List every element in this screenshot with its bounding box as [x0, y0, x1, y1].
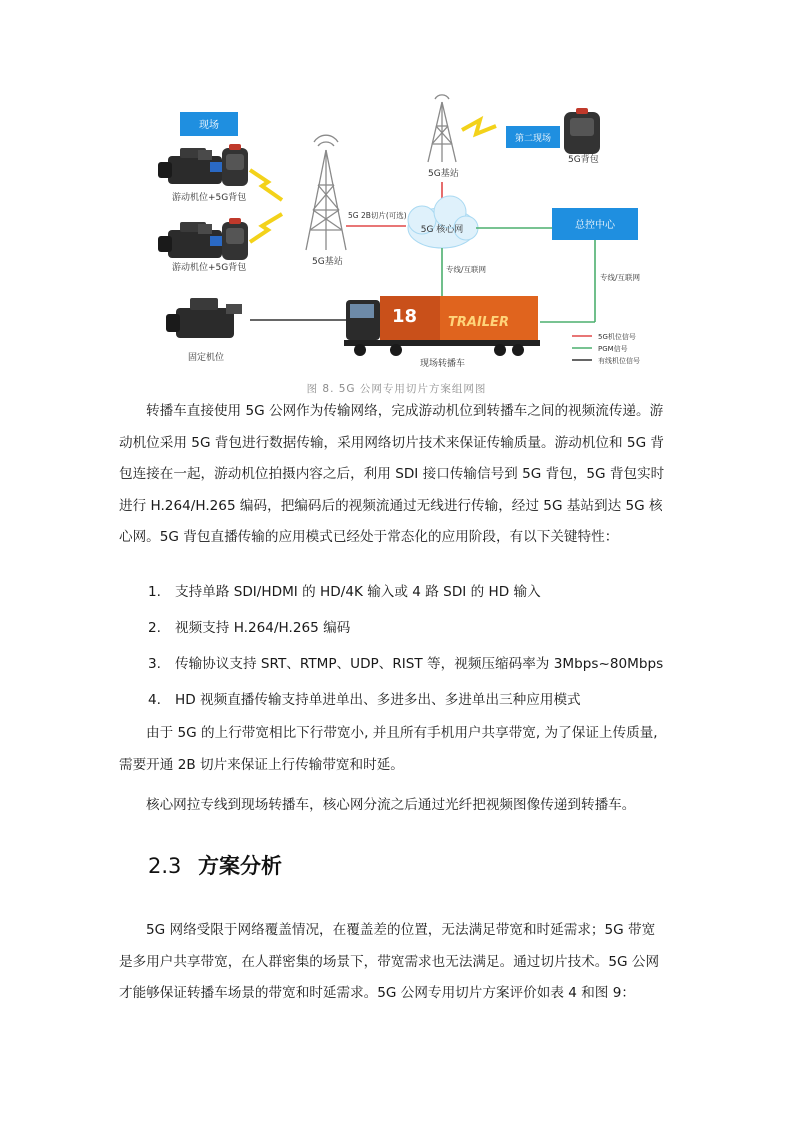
text-line: 动机位采用 5G 背包进行数据传输，采用网络切片技术来保证传输质量。游动机位和 5G 背 — [119, 434, 665, 451]
diagram-svg — [150, 90, 660, 380]
broadcast-truck-icon — [344, 296, 540, 356]
section-heading — [148, 850, 282, 880]
figure-caption: 图 8. 5G 公网专用切片方案组网图 — [306, 383, 487, 395]
list-text: 支持单路 SDI/HDMI 的 HD/4K 输入或 4 路 SDI 的 HD 输入 — [175, 584, 541, 600]
text-line: 由于 5G 的上行带宽相比下行带宽小, 并且所有手机用户共享带宽, 为了保证上传质量, — [146, 725, 658, 741]
lightning-1-icon — [250, 170, 282, 200]
legend — [572, 332, 640, 365]
text-line: 包连接在一起，游动机位拍摄内容之后，利用 SDI 接口传输信号到 5G 背包，5G 背包实时 — [119, 466, 665, 482]
backpack-1-icon — [222, 144, 248, 186]
text-line: 转播车直接使用 5G 公网作为传输网络，完成游动机位到转播车之间的视频流传递。游 — [146, 403, 664, 419]
paragraph-1 — [119, 396, 675, 554]
truck-label: 现场转播车 — [420, 359, 466, 369]
cam1-label: 游动机位+5G背包 — [172, 193, 247, 203]
text-line: 是多用户共享带宽，在人群密集的场景下，带宽需求也无法满足。通过切片技术。5G 公网 — [119, 953, 660, 970]
slice-link-label: 5G 2B切片(可选) — [348, 211, 407, 220]
text-line: 才能够保证转播车场景的带宽和时延需求。5G 公网专用切片方案评价如表 4 和图 9： — [119, 985, 635, 1001]
legend-item: PGM信号 — [598, 345, 628, 353]
base-station-top-icon — [428, 95, 456, 162]
backpack-label: 5G背包 — [568, 155, 599, 165]
legend-item: 有线机位信号 — [598, 357, 640, 365]
site-label: 现场 — [199, 120, 219, 131]
list-number: 1. — [148, 584, 161, 600]
list-number: 3. — [148, 656, 161, 672]
list-number: 2. — [148, 620, 161, 636]
bs-left-label: 5G基站 — [312, 257, 343, 267]
roaming-camera-2-icon — [158, 222, 224, 258]
fixed-camera-icon — [166, 298, 242, 338]
lightning-2-icon — [250, 214, 282, 242]
text-line: 5G 网络受限于网络覆盖情况，在覆盖差的位置，无法满足带宽和时延需求；5G 带宽 — [146, 922, 656, 938]
list-number: 4. — [148, 692, 161, 708]
text-line: 心网。5G 背包直播传输的应用模式已经处于常态化的应用阶段，有以下关键特性： — [119, 529, 619, 545]
backpack-2-icon — [222, 218, 248, 260]
core-label: 5G 核心网 — [420, 225, 464, 235]
list-text: 视频支持 H.264/H.265 编码 — [175, 620, 351, 636]
core-network-cloud-icon — [408, 196, 478, 248]
bs-top-label: 5G基站 — [428, 169, 459, 179]
lightning-3-icon — [462, 120, 496, 134]
list-text: 传输协议支持 SRT、RTMP、UDP、RIST 等，视频压缩码率为 3Mbps~80Mbps — [175, 656, 664, 672]
core-truck-link-label: 专线/互联网 — [446, 265, 487, 274]
list-text: HD 视频直播传输支持单进单出、多进多出、多进单出三种应用模式 — [175, 692, 581, 708]
second-site-label: 第二现场 — [514, 134, 552, 144]
list-item — [148, 652, 663, 672]
list-item — [148, 580, 541, 600]
paragraph-3 — [119, 790, 675, 822]
section-title: 方案分析 — [198, 854, 282, 878]
section-number: 2.3 — [148, 854, 182, 878]
svg-text:TRAILER: TRAILER — [448, 315, 509, 330]
text-line: 核心网拉专线到现场转播车，核心网分流之后通过光纤把视频图像传递到转播车。 — [146, 797, 636, 813]
network-diagram — [150, 90, 660, 380]
paragraph-2 — [119, 718, 675, 781]
list-item — [148, 688, 581, 708]
base-station-left-icon — [306, 135, 346, 250]
control-center-label: 总控中心 — [575, 220, 615, 231]
legend-item: 5G机位信号 — [598, 333, 636, 341]
cam2-label: 游动机位+5G背包 — [172, 263, 247, 273]
roaming-camera-1-icon — [158, 148, 224, 184]
backpack-second-site-icon — [564, 108, 600, 154]
list-item — [148, 616, 350, 636]
text-line: 需要开通 2B 切片来保证上行传输带宽和时延。 — [119, 756, 404, 773]
control-truck-link-label: 专线/互联网 — [600, 273, 641, 282]
fixed-cam-label: 固定机位 — [188, 353, 225, 363]
paragraph-4 — [119, 915, 675, 1010]
svg-text:18: 18 — [392, 306, 418, 327]
text-line: 进行 H.264/H.265 编码，把编码后的视频流通过无线进行传输，经过 5G 基站到达 5G 核 — [119, 497, 663, 514]
